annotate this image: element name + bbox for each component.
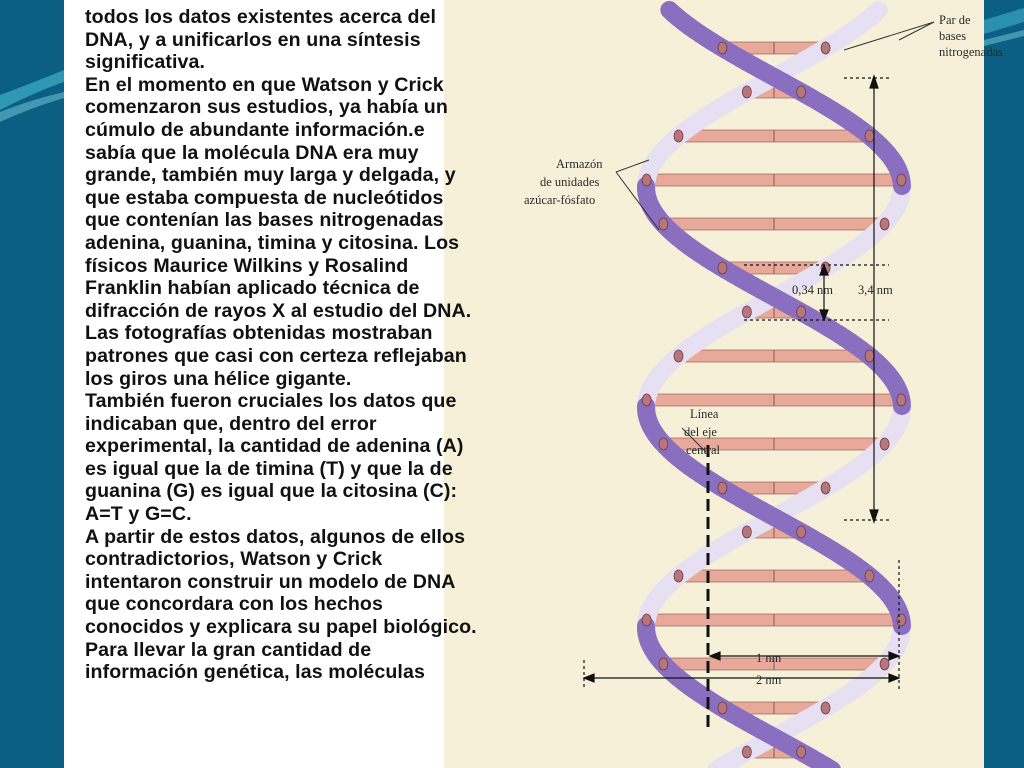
label-backbone-2: de unidades [540,175,600,189]
phosphate-bead [742,86,751,98]
phosphate-bead [821,482,830,494]
phosphate-bead [642,174,651,186]
label-backbone-3: azúcar-fósfato [524,193,596,207]
phosphate-bead [642,394,651,406]
paragraph-3: También fueron cruciales los datos que indicaban que, dentro del error experimental, la cantidad de adenina (A) es igual que la de timina (T) y que la de guanina (G) es igual que la citosina (C): A=T y G=C. [85,390,464,526]
dna-helix-diagram [444,0,1003,768]
paragraph-2: En el momento en que Watson y Crick comenzaron sus estudios, ya había un cúmulo de abundante información.e sabía que la molécula DNA era muy grande, también muy larga y delgada, y que estaba compuesta de nucleótidos que contenían las bases nitrogenadas adenina, guanina, timina y citosina. Los físicos Maurice Wilkins y Rosalind Franklin habían aplicado técnica de difracción de rayos X al estudio del DNA. Las fotografías obtenidas mostraban patrones que casi con certeza reflejaban los giros una hélice gigante. [85,73,472,390]
phosphate-bead [897,394,906,406]
phosphate-bead [897,174,906,186]
body-text [85,6,480,684]
phosphate-bead [718,482,727,494]
phosphate-bead [880,438,889,450]
phosphate-bead [880,218,889,230]
strand-b-segment [874,10,878,14]
label-axis-1: Línea [690,407,719,421]
phosphate-bead [897,614,906,626]
phosphate-bead [821,42,830,54]
phosphate-bead [865,130,874,142]
dimension-lines [584,76,899,690]
strand-b-segment [768,734,775,738]
phosphate-bead [659,218,668,230]
phosphate-bead [865,570,874,582]
paragraph-1: todos los datos existentes acerca del DNA, y a unificarlos en una síntesis significativa. [85,6,437,74]
phosphate-bead [674,350,683,362]
phosphate-bead [797,86,806,98]
label-3-4-nm: 3,4 nm [858,283,893,297]
phosphate-bead [742,526,751,538]
label-0-34-nm: 0,34 nm [792,283,833,297]
paragraph-4: A partir de estos datos, algunos de ellos contradictorios, Watson y Crick intentaron construir un modelo de DNA que concordara con los hechos conocidos y explicara su papel biológico. Para llevar la gran cantidad de información genética, las moléculas [85,525,477,684]
phosphate-bead [718,262,727,274]
phosphate-bead [659,658,668,670]
label-2-nm: 2 nm [756,673,782,687]
phosphate-bead [642,614,651,626]
dna-figure [444,0,1003,768]
slide [64,0,1003,768]
label-base-pair-1: Par de [939,13,971,27]
phosphate-bead [674,570,683,582]
phosphate-bead [797,306,806,318]
strand-a-segment [768,514,775,518]
phosphate-bead [674,130,683,142]
phosphate-bead [865,350,874,362]
label-backbone-1: Armazón [556,157,603,171]
phosphate-bead [797,746,806,758]
label-axis-2: del eje [684,425,717,439]
phosphate-bead [659,438,668,450]
phosphate-bead [742,306,751,318]
label-1-nm: 1 nm [756,651,782,665]
phosphate-bead [821,702,830,714]
label-base-pair-3: nitrogenadas [939,45,1003,59]
strand-a-segment [768,74,775,78]
phosphate-bead [797,526,806,538]
label-axis-3: central [686,443,721,457]
phosphate-bead [880,658,889,670]
phosphate-bead [718,702,727,714]
strand-b-segment [768,294,775,298]
label-base-pair-2: bases [939,29,967,43]
phosphate-bead [718,42,727,54]
phosphate-bead [742,746,751,758]
